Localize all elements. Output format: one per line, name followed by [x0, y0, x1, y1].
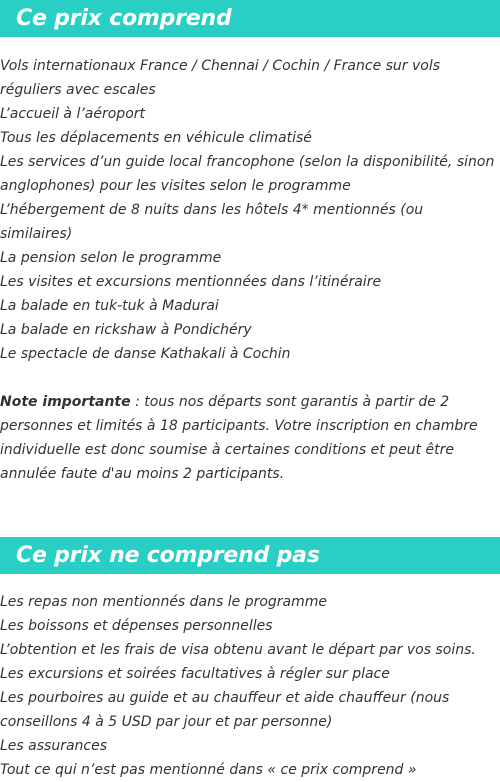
note-text: : tous nos départs sont garantis à partir de 2 personnes et limités à 18 participants. Votre inscription en chambre individuelle est donc soumise à certaines conditions et peut être annulée faute d'au moins 2 participants. [0, 394, 478, 482]
list-item: Les pourboires au guide et au chauffeur et aide chauffeur (nous conseillons 4 à 5 USD par jour et par personne) [0, 690, 450, 730]
list-item: Les services d’un guide local francophone (selon la disponibilité, sinon anglophones) pour les visites selon le programme [0, 154, 495, 194]
list-item: Le spectacle de danse Kathakali à Cochin [0, 346, 291, 362]
excludes-list [0, 590, 500, 782]
list-item: Les assurances [0, 738, 108, 754]
important-note [0, 390, 500, 486]
list-item: L’accueil à l’aéroport [0, 106, 146, 122]
includes-list [0, 54, 500, 366]
list-item: La balade en tuk-tuk à Madurai [0, 298, 219, 314]
list-item: La balade en rickshaw à Pondichéry [0, 322, 252, 338]
list-item: La pension selon le programme [0, 250, 222, 266]
note-label: Note importante [0, 394, 131, 410]
list-item: Vols internationaux France / Chennai / Cochin / France sur vols réguliers avec escales [0, 58, 441, 98]
list-item: L’obtention et les frais de visa obtenu avant le départ par vos soins. [0, 642, 476, 658]
excludes-title: Ce prix ne comprend pas [16, 543, 320, 568]
includes-header [0, 0, 500, 37]
excludes-header [0, 537, 500, 574]
list-item: Tous les déplacements en véhicule climatisé [0, 130, 312, 146]
list-item: Tout ce qui n’est pas mentionné dans « ce prix comprend » [0, 762, 417, 778]
list-item: Les boissons et dépenses personnelles [0, 618, 273, 634]
includes-title: Ce prix comprend [16, 6, 232, 31]
list-item: Les visites et excursions mentionnées dans l’itinéraire [0, 274, 382, 290]
list-item: L’hébergement de 8 nuits dans les hôtels 4* mentionnés (ou similaires) [0, 202, 424, 242]
list-item: Les excursions et soirées facultatives à régler sur place [0, 666, 390, 682]
list-item: Les repas non mentionnés dans le programme [0, 594, 328, 610]
